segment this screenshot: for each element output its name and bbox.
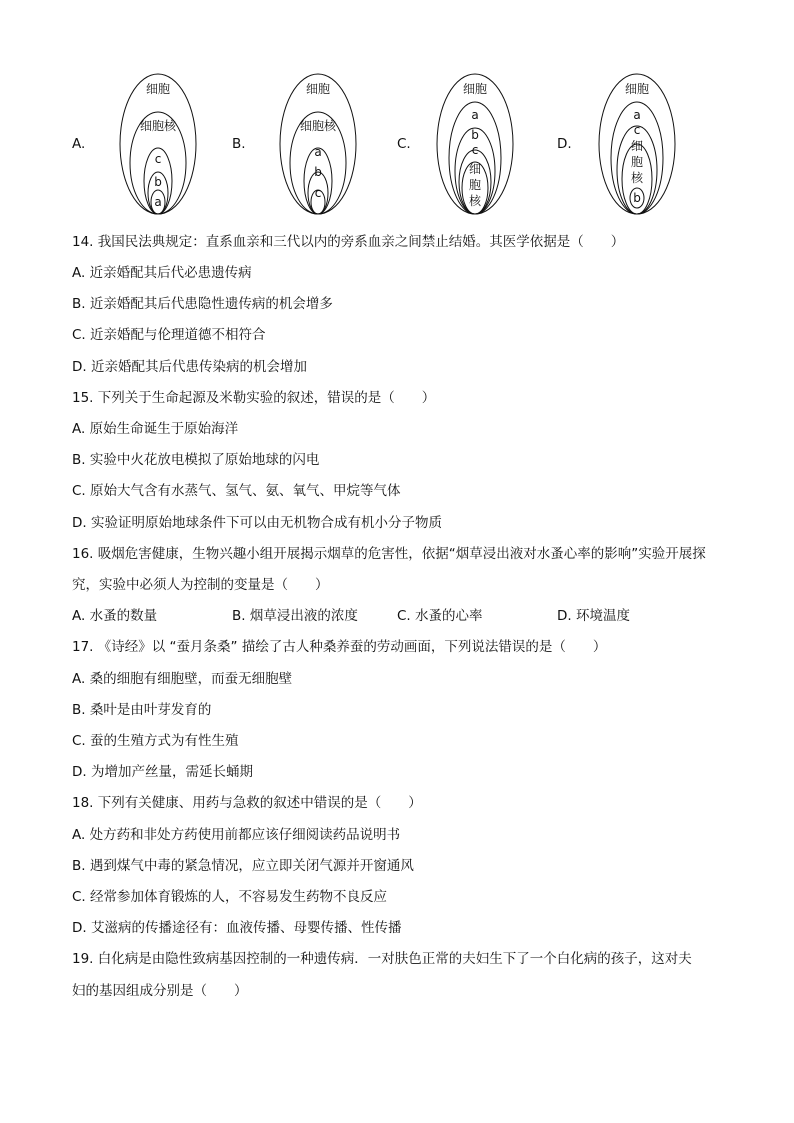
label-nucleus-1: 细 xyxy=(630,139,644,153)
question-17-option-a[interactable]: A. 桑的细胞有细胞壁，而蚕无细胞壁 xyxy=(72,671,293,687)
label-nucleus: 细胞核 xyxy=(139,119,177,133)
label-nucleus-3: 核 xyxy=(468,194,482,208)
question-19-stem-line1: 19. 白化病是由隐性致病基因控制的一种遗传病．一对肤色正常的夫妇生下了一个白化病的孩子，这对夫 xyxy=(72,951,692,967)
question-17-option-b[interactable]: B. 桑叶是由叶芽发育的 xyxy=(72,702,212,718)
label-nucleus-2: 胞 xyxy=(630,155,644,169)
question-14-option-b[interactable]: B. 近亲婚配其后代患隐性遗传病的机会增多 xyxy=(72,296,333,312)
label-b: b xyxy=(471,128,479,142)
option-letter: C. xyxy=(397,136,411,152)
question-15-option-d[interactable]: D. 实验证明原始地球条件下可以由无机物合成有机小分子物质 xyxy=(72,515,442,531)
question-15-option-b[interactable]: B. 实验中火花放电模拟了原始地球的闪电 xyxy=(72,452,320,468)
label-cell: 细胞 xyxy=(305,82,331,96)
label-nucleus: 细胞核 xyxy=(299,119,337,133)
question-16-option-d[interactable]: D. 环境温度 xyxy=(557,608,630,624)
question-17-stem: 17. 《诗经》以 “蚕月条桑” 描绘了古人种桑养蚕的劳动画面，下列说法错误的是（ ） xyxy=(72,639,607,655)
option-a-diagram xyxy=(72,66,212,218)
label-c: c xyxy=(633,123,641,137)
label-cell: 细胞 xyxy=(624,82,650,96)
question-14-option-c[interactable]: C. 近亲婚配与伦理道德不相符合 xyxy=(72,327,266,343)
label-c: c xyxy=(314,186,322,200)
label-a: a xyxy=(633,108,641,122)
label-b: b xyxy=(314,165,322,179)
nested-ellipses-diagram xyxy=(256,66,366,218)
label-b: b xyxy=(154,175,162,189)
option-d-diagram xyxy=(557,66,697,218)
option-c-diagram xyxy=(397,66,537,218)
label-cell: 细胞 xyxy=(462,82,488,96)
option-letter: B. xyxy=(232,136,246,152)
question-17-option-c[interactable]: C. 蚕的生殖方式为有性生殖 xyxy=(72,733,239,749)
label-c: c xyxy=(471,143,479,157)
question-17-option-d[interactable]: D. 为增加产丝量，需延长蛹期 xyxy=(72,764,253,780)
question-16-stem-line2: 究，实验中必须人为控制的变量是（ ） xyxy=(72,577,329,593)
label-cell: 细胞 xyxy=(145,82,171,96)
question-16-stem-line1: 16. 吸烟危害健康，生物兴趣小组开展揭示烟草的危害性，依据“烟草浸出液对水蚤心率的影响”实验开展探 xyxy=(72,546,706,562)
label-a: a xyxy=(154,195,162,209)
question-16-option-c[interactable]: C. 水蚤的心率 xyxy=(397,608,483,624)
question-14-option-a[interactable]: A. 近亲婚配其后代必患遗传病 xyxy=(72,265,252,281)
question-18-option-b[interactable]: B. 遇到煤气中毒的紧急情况，应立即关闭气源并开窗通风 xyxy=(72,858,414,874)
option-letter: A. xyxy=(72,136,86,152)
nested-ellipses-diagram xyxy=(575,66,685,218)
label-b: b xyxy=(633,191,641,205)
option-b-diagram xyxy=(232,66,372,218)
question-18-option-a[interactable]: A. 处方药和非处方药使用前都应该仔细阅读药品说明书 xyxy=(72,827,401,843)
label-nucleus-1: 细 xyxy=(468,162,482,176)
question-15-option-c[interactable]: C. 原始大气含有水蒸气、氢气、氨、氧气、甲烷等气体 xyxy=(72,483,401,499)
question-18-option-d[interactable]: D. 艾滋病的传播途径有：血液传播、母婴传播、性传播 xyxy=(72,920,402,936)
question-15-stem: 15. 下列关于生命起源及米勒实验的叙述，错误的是（ ） xyxy=(72,390,436,406)
question-14-stem: 14. 我国民法典规定：直系血亲和三代以内的旁系血亲之间禁止结婚。其医学依据是（ ） xyxy=(72,234,625,250)
label-c: c xyxy=(154,152,162,166)
nested-ellipses-diagram xyxy=(96,66,206,218)
option-letter: D. xyxy=(557,136,572,152)
nested-ellipses-diagram xyxy=(415,66,525,218)
question-16-option-b[interactable]: B. 烟草浸出液的浓度 xyxy=(232,608,358,624)
question-14-option-d[interactable]: D. 近亲婚配其后代患传染病的机会增加 xyxy=(72,359,307,375)
label-nucleus-3: 核 xyxy=(630,171,644,185)
label-a: a xyxy=(471,108,479,122)
question-15-option-a[interactable]: A. 原始生命诞生于原始海洋 xyxy=(72,421,239,437)
question-19-stem-line2: 妇的基因组成分别是（ ） xyxy=(72,983,248,999)
question-18-option-c[interactable]: C. 经常参加体育锻炼的人，不容易发生药物不良反应 xyxy=(72,889,388,905)
question-16-options xyxy=(72,607,732,625)
label-nucleus-2: 胞 xyxy=(468,178,482,192)
question-16-option-a[interactable]: A. 水蚤的数量 xyxy=(72,608,158,624)
q13-diagram-options xyxy=(72,66,732,218)
label-a: a xyxy=(314,145,322,159)
question-18-stem: 18. 下列有关健康、用药与急救的叙述中错误的是（ ） xyxy=(72,795,422,811)
